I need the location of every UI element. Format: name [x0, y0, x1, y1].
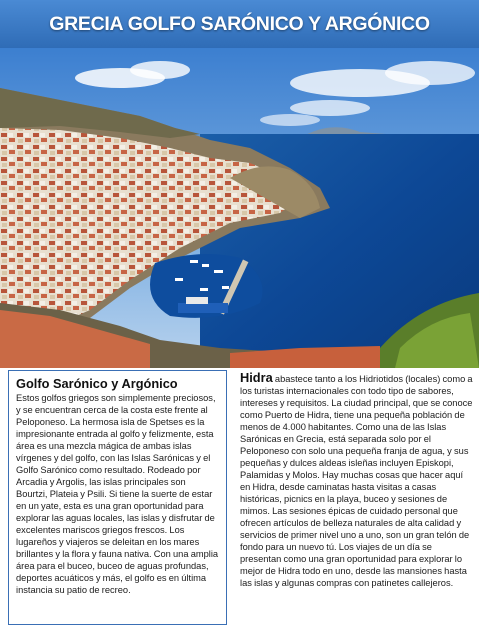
hydra-description: abastece tanto a los Hidriotidos (locales) como a los turistas internacionales con todo tipo de sabores, intereses y requisitos. La ciudad principal, que se conoce como Puerto de Hidra, tiene una pequeña población de menos de 4.000 habitantes. Como una de las Islas Sarónicas en Grecia, está separada solo por el Peloponeso con solo una pequeña franja de agua, y sus pequeñas y dulces aldeas isleñas incluyen Episkopi, Palamidas y Molos. Hay muchas cosas que hacer aquí en Hidra, desde caminatas hasta visitas a casas históricas, picnics en la playa, buceo y sesiones de mimos. Las sesiones épicas de cuidado personal que ofrecen artículos de belleza naturales de alta calidad y servicios de primer nivel uno a uno, son un gran telón de fondo para un nuevo tú. Los viajes de un día se presentan como una gran oportunidad para explorar lo mejor de Hidra todo en uno, desde las mansiones hasta las islas y algunas compras con patinetes callejeros. [240, 374, 473, 588]
title-banner [0, 0, 479, 48]
hydra-lead: Hidra [240, 370, 273, 385]
page-title: GRECIA GOLFO SARÓNICO Y ARGÓNICO [49, 12, 430, 35]
hydra-paragraph [240, 372, 473, 589]
harbor-photo [0, 48, 479, 368]
hydra-column [240, 372, 473, 589]
gulf-info-box [8, 370, 227, 625]
gulf-description: Estos golfos griegos son simplemente preciosos, y se encuentran cerca de la costa este frente al Peloponeso. La hermosa isla de Spetses es la impresionante entrada al golfo y felizmente, esta área es una mezcla mágica de ambas islas vírgenes y del golfo, con las Islas Sarónicas y el Golfo Sarónico como resultado. Rodeado por Arcadia y Argolis, las islas principales son Bourtzi, Plateia y Psili. Si tiene la suerte de estar en un yate, esta es una gran oportunidad para explorar las aguas locales, las islas y disfrutar de excelentes mariscos griegos frescos. Los lugareños y viajeros se deleitan en los mares brillantes y la flora y fauna nativa. Con una amplia área para el buceo, buceo de aguas profundas, deportes acuáticos y más, el golfo es en última instancia su patio de recreo. [16, 393, 219, 595]
gulf-heading: Golfo Sarónico y Argónico [16, 376, 178, 391]
